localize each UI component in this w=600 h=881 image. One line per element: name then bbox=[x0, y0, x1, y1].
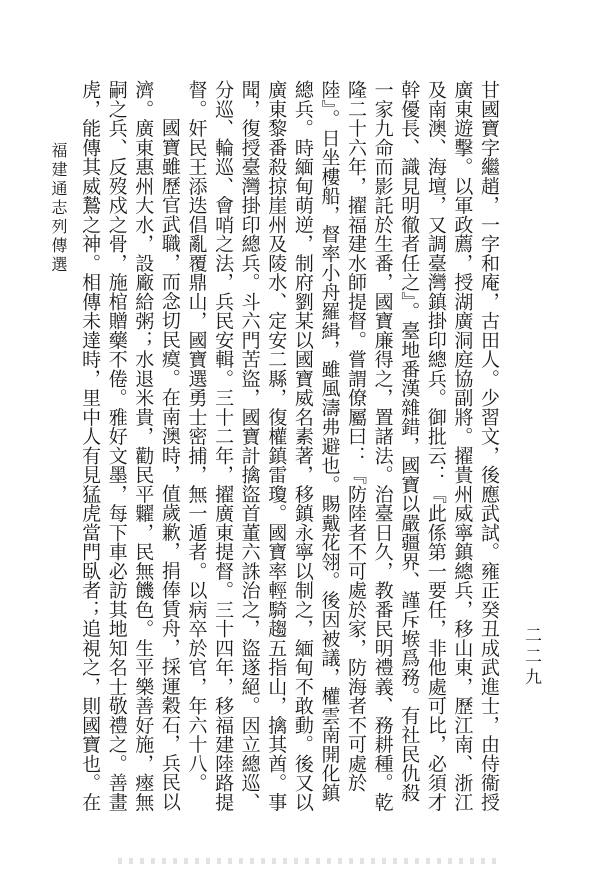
running-head: 福建通志列傳選 bbox=[49, 142, 68, 275]
page-number: 二二九 bbox=[521, 626, 541, 689]
paragraph-biography: 甘國寶字繼趙，一字和庵，古田人。少習文，後應武試。雍正癸丑成武進士，由侍衞授廣東遊擊。以軍政薦，授湖廣洞庭協副將。擢貴州威寧鎮總兵，移山東，歷江南、浙江及南澳、海壇，又調臺灣鎮掛印總兵。御批云：『此係第一要任，非他處可比，必須才幹優長、識見明徹者任之』。臺地番漢雜錯，國寶以嚴疆界、謹斥堠爲務。有社民仇殺一家九命而影託於生番，國寶廉得之，置諸法。治臺日久，教番民明禮義、務耕種。乾隆二十六年，擢福建水師提督。嘗謂僚屬曰：『防陸者不可處於家，防海者不可處於陸』。日坐樓船，督率小舟羅緝，雖風濤弗避也。賜戴花翎。後因被議，權雲南開化鎮總兵。時緬甸萌逆，制府劉某以國寶威名素著，移鎮永寧以制之，緬甸不敢動。後又以廣東黎番殺掠崖州及陵水、定安二縣，復權鎮雷瓊。國寶率輕騎趨五指山，擒其酋。事聞，復授臺灣掛印總兵。斗六門苦盜，國寶計擒盜首董六誅治之，盜遂絕。因立總巡、分巡、輪巡、會哨之法，兵民安輯。三十二年，擢廣東提督。三十四年，移福建陸路提督。奸民王添迭倡亂覆鼎山，國寶選勇士密捕，無一遁者。以病卒於官，年六十八。 bbox=[185, 80, 500, 812]
scan-artifact bbox=[118, 858, 498, 864]
biography-text bbox=[77, 80, 503, 815]
paragraph-character: 國寶雖歷官武職，而念切民瘼。在南澳時，值歲歉，捐俸賃舟，採運穀石，兵民以濟。廣東惠州大水，設廠給粥；水退米貴，勸民平糶，民無饑色。生平樂善好施，瘞無嗣之兵、反歿戍之骨，施棺贈藥不倦。雅好文墨，每下車必訪其地知名士敬禮之。善畫虎，能傳其威鷙之神。相傳未達時，里中人有見猛虎當門臥者；追視之，則國寶也。在 bbox=[79, 80, 181, 812]
